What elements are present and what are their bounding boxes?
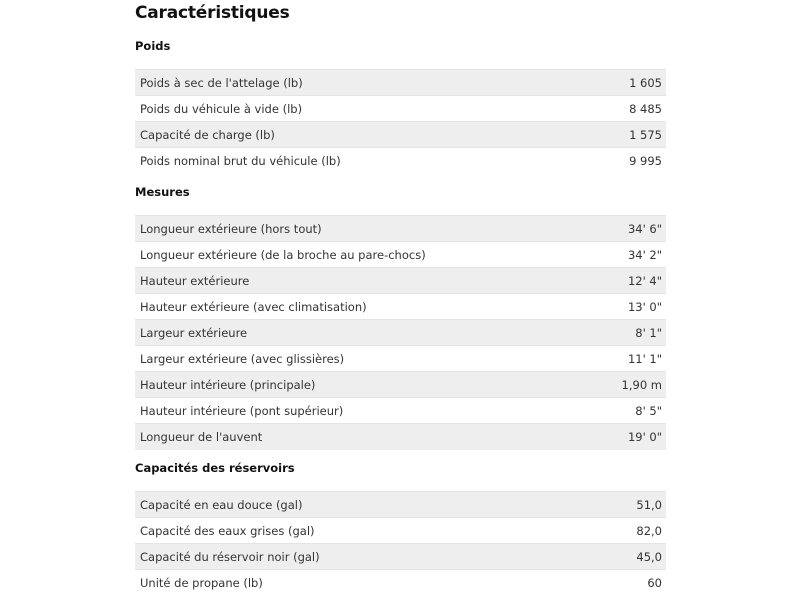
page-title: Caractéristiques bbox=[135, 3, 290, 23]
weights-table bbox=[135, 69, 666, 174]
row-label: Largeur extérieure (avec glissières) bbox=[135, 346, 590, 372]
row-value: 82,0 bbox=[584, 518, 666, 544]
row-label: Poids à sec de l'attelage (lb) bbox=[135, 70, 578, 96]
row-value: 8' 5" bbox=[590, 398, 666, 424]
row-label: Largeur extérieure bbox=[135, 320, 590, 346]
table-row bbox=[135, 320, 666, 346]
row-label: Poids nominal brut du véhicule (lb) bbox=[135, 148, 578, 174]
row-label: Capacité en eau douce (gal) bbox=[135, 492, 584, 518]
section-weights bbox=[135, 39, 666, 174]
row-value: 13' 0" bbox=[590, 294, 666, 320]
row-value: 19' 0" bbox=[590, 424, 666, 450]
row-value: 34' 2" bbox=[590, 242, 666, 268]
table-row bbox=[135, 372, 666, 398]
table-row bbox=[135, 70, 666, 96]
row-value: 8' 1" bbox=[590, 320, 666, 346]
table-row bbox=[135, 398, 666, 424]
section-title: Poids bbox=[135, 39, 171, 53]
row-value: 1 605 bbox=[578, 70, 667, 96]
table-row bbox=[135, 122, 666, 148]
table-row bbox=[135, 518, 666, 544]
table-row bbox=[135, 294, 666, 320]
section-title: Capacités des réservoirs bbox=[135, 461, 295, 475]
table-row bbox=[135, 570, 666, 596]
row-value: 1 575 bbox=[578, 122, 667, 148]
row-value: 8 485 bbox=[578, 96, 667, 122]
table-row bbox=[135, 268, 666, 294]
row-label: Poids du véhicule à vide (lb) bbox=[135, 96, 578, 122]
measurements-table bbox=[135, 215, 666, 450]
table-row bbox=[135, 544, 666, 570]
row-label: Hauteur intérieure (principale) bbox=[135, 372, 590, 398]
row-value: 9 995 bbox=[578, 148, 667, 174]
row-label: Longueur extérieure (de la broche au pare-chocs) bbox=[135, 242, 590, 268]
row-value: 51,0 bbox=[584, 492, 666, 518]
table-row bbox=[135, 492, 666, 518]
row-label: Hauteur extérieure (avec climatisation) bbox=[135, 294, 590, 320]
row-label: Hauteur intérieure (pont supérieur) bbox=[135, 398, 590, 424]
table-row bbox=[135, 242, 666, 268]
row-label: Unité de propane (lb) bbox=[135, 570, 584, 596]
tank-capacities-table bbox=[135, 491, 666, 596]
row-value: 34' 6" bbox=[590, 216, 666, 242]
row-label: Longueur de l'auvent bbox=[135, 424, 590, 450]
section-tank-capacities bbox=[135, 461, 666, 596]
table-row bbox=[135, 424, 666, 450]
row-label: Capacité de charge (lb) bbox=[135, 122, 578, 148]
section-measurements bbox=[135, 185, 666, 450]
row-label: Longueur extérieure (hors tout) bbox=[135, 216, 590, 242]
row-label: Hauteur extérieure bbox=[135, 268, 590, 294]
row-label: Capacité du réservoir noir (gal) bbox=[135, 544, 584, 570]
row-value: 11' 1" bbox=[590, 346, 666, 372]
table-row bbox=[135, 148, 666, 174]
row-value: 60 bbox=[584, 570, 666, 596]
row-value: 1,90 m bbox=[590, 372, 666, 398]
table-row bbox=[135, 96, 666, 122]
row-label: Capacité des eaux grises (gal) bbox=[135, 518, 584, 544]
row-value: 45,0 bbox=[584, 544, 666, 570]
table-row bbox=[135, 216, 666, 242]
row-value: 12' 4" bbox=[590, 268, 666, 294]
table-row bbox=[135, 346, 666, 372]
section-title: Mesures bbox=[135, 185, 190, 199]
